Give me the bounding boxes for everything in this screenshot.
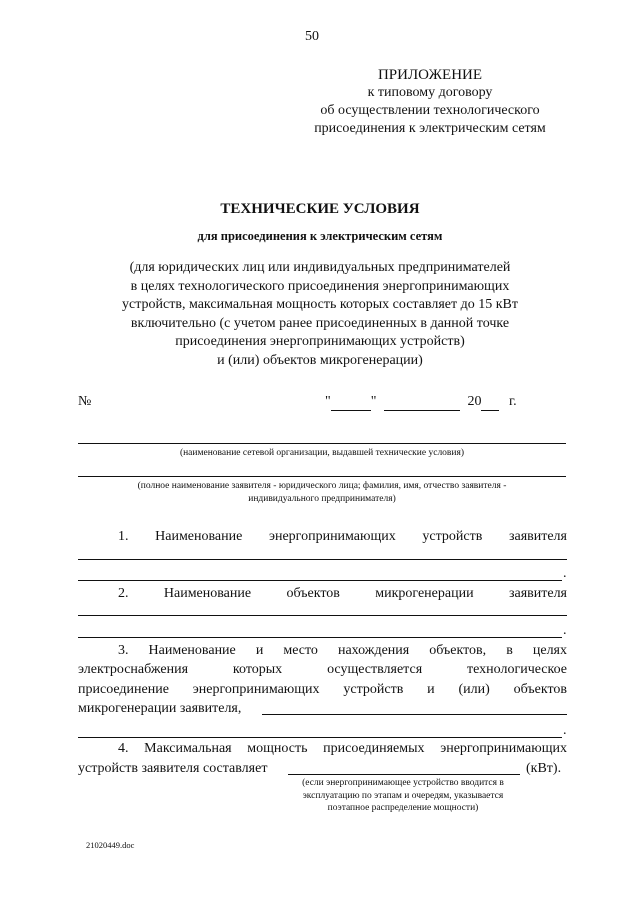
item-3-line-4: микрогенерации заявителя, bbox=[78, 701, 242, 716]
footer-filename: 21020449.doc bbox=[86, 840, 135, 850]
item-3-field-1[interactable] bbox=[262, 714, 567, 715]
item-3-line-2: электроснабжения которых осуществляется технологическое bbox=[78, 662, 567, 677]
appendix-block bbox=[290, 66, 570, 138]
network-org-caption: (наименование сетевой организации, выдавшей технические условия) bbox=[179, 448, 465, 458]
item-4-line-1: 4. Максимальная мощность присоединяемых энергопринимающих bbox=[118, 741, 567, 756]
day-field[interactable] bbox=[331, 394, 371, 411]
item-1-period: . bbox=[563, 566, 567, 581]
item-3-field-2[interactable] bbox=[78, 737, 562, 738]
item-4-line-2: устройств заявителя составляет bbox=[78, 761, 268, 776]
description-line: и (или) объектов микрогенерации) bbox=[217, 352, 423, 368]
description-line: устройств, максимальная мощность которых составляет до 15 кВт bbox=[122, 297, 518, 312]
year-prefix: 20 bbox=[467, 394, 482, 409]
document-subtitle: для присоединения к электрическим сетям bbox=[197, 229, 443, 243]
date-line bbox=[325, 394, 517, 411]
appendix-line: присоединения к электрическим сетям bbox=[314, 121, 546, 136]
item-4-unit: (кВт). bbox=[526, 761, 562, 776]
max-power-caption-line: поэтапное распределение мощности) bbox=[327, 803, 479, 813]
max-power-caption-line: эксплуатацию по этапам и очередям, указывается bbox=[302, 790, 504, 801]
year-field[interactable] bbox=[481, 394, 499, 411]
year-suffix: г. bbox=[508, 394, 517, 409]
quote-close: " bbox=[370, 394, 377, 409]
max-power-caption bbox=[268, 777, 538, 815]
item-1-field-1[interactable] bbox=[78, 559, 567, 560]
description-line: присоединения энергопринимающих устройств) bbox=[175, 334, 465, 349]
applicant-caption-line: индивидуального предпринимателя) bbox=[248, 494, 396, 504]
page-number: 50 bbox=[305, 29, 319, 44]
applicant-caption bbox=[78, 480, 566, 506]
item-2-field-2[interactable] bbox=[78, 637, 562, 638]
item-2-label: 2. Наименование объектов микрогенерации заявителя bbox=[118, 586, 567, 601]
max-power-field[interactable] bbox=[288, 774, 520, 775]
item-1-field-2[interactable] bbox=[78, 580, 562, 581]
item-1-label: 1. Наименование энергопринимающих устройств заявителя bbox=[118, 529, 567, 544]
quote-open: " bbox=[325, 394, 331, 409]
description-line: включительно (с учетом ранее присоединенных в данной точке bbox=[130, 315, 510, 331]
item-2-field-1[interactable] bbox=[78, 615, 567, 616]
applicant-field[interactable] bbox=[78, 476, 566, 477]
document-title: ТЕХНИЧЕСКИЕ УСЛОВИЯ bbox=[220, 201, 420, 217]
applicant-caption-line: (полное наименование заявителя - юридического лица; фамилия, имя, отчество заявителя - bbox=[137, 481, 507, 491]
description-block bbox=[60, 259, 580, 370]
item-3-period: . bbox=[563, 723, 567, 738]
appendix-title: ПРИЛОЖЕНИЕ bbox=[377, 67, 483, 83]
appendix-line: к типовому договору bbox=[367, 85, 493, 100]
item-3-line-1: 3. Наименование и место нахождения объектов, в целях bbox=[118, 643, 567, 658]
appendix-line: об осуществлении технологического bbox=[320, 103, 540, 118]
max-power-caption-line: (если энергопринимающее устройство вводится в bbox=[302, 778, 504, 788]
item-2-period: . bbox=[563, 623, 567, 638]
network-org-field[interactable] bbox=[78, 443, 566, 444]
description-line: в целях технологического присоединения энергопринимающих bbox=[130, 278, 510, 294]
description-line: (для юридических лиц или индивидуальных предпринимателей bbox=[129, 260, 511, 275]
month-field[interactable] bbox=[384, 394, 460, 411]
number-sign: № bbox=[78, 394, 92, 409]
item-3-line-3: присоединение энергопринимающих устройств и (или) объектов bbox=[78, 682, 567, 697]
